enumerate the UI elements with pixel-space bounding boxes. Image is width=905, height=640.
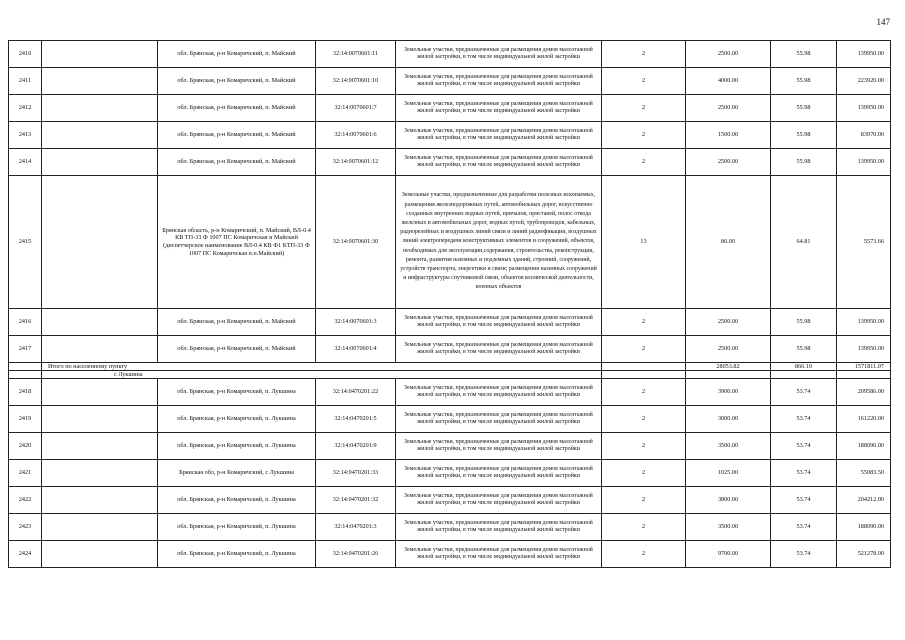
empty-cell <box>837 371 891 379</box>
purpose-cell: Земельные участки, предназначенные для размещения домов малоэтажной жилой застройки, в том числе индивидуальной жилой застройки <box>396 406 602 433</box>
table-row <box>9 68 891 95</box>
area-cell: 2500.00 <box>686 336 771 363</box>
group-cell: 2 <box>602 95 686 122</box>
rate-cell: 53.74 <box>771 514 837 541</box>
table-row <box>9 309 891 336</box>
value-cell: 161220.00 <box>837 406 891 433</box>
table-row <box>9 487 891 514</box>
purpose-cell: Земельные участки, предназначенные для размещения домов малоэтажной жилой застройки, в том числе индивидуальной жилой застройки <box>396 379 602 406</box>
empty-cell <box>42 309 158 336</box>
group-cell: 2 <box>602 541 686 568</box>
empty-cell <box>9 371 42 379</box>
address-cell: обл. Брянская, р-н Комаричский, п. Майский <box>158 41 316 68</box>
purpose-cell: Земельные участки, предназначенные для размещения домов малоэтажной жилой застройки, в том числе индивидуальной жилой застройки <box>396 487 602 514</box>
empty-cell <box>42 122 158 149</box>
table-row <box>9 514 891 541</box>
group-cell: 2 <box>602 149 686 176</box>
empty-cell <box>602 363 686 371</box>
purpose-cell: Земельные участки, предназначенные для размещения домов малоэтажной жилой застройки, в том числе индивидуальной жилой застройки <box>396 68 602 95</box>
purpose-cell: Земельные участки, предназначенные для размещения домов малоэтажной жилой застройки, в том числе индивидуальной жилой застройки <box>396 514 602 541</box>
purpose-cell: Земельные участки, предназначенные для разработки полезных ископаемых, размещения железнодорожных путей, автомобильных дорог, искусственно созданных внутренних водных путей, причалов, пристаней, полос отвода железных и автомобильных дорог, водных путей, трубопроводов, кабельных, радиорелейных и воздушных линий связи и линий радиофикации, воздушных линий электропередачи конструктивных элементов и сооружений, объектов, необходимых для эксплуатации,содержания, строительства, реконструкции, ремонта, развития наземных и подземных зданий, строений, сооружений, устройств транспорта, энергетики и связи; размещения наземных сооружений и инфраструктуры спутниковой связи, объектов космической деятельности, военных объектов <box>396 176 602 309</box>
empty-cell <box>771 371 837 379</box>
empty-cell <box>42 460 158 487</box>
value-cell: 83970.00 <box>837 122 891 149</box>
purpose-cell: Земельные участки, предназначенные для размещения домов малоэтажной жилой застройки, в том числе индивидуальной жилой застройки <box>396 122 602 149</box>
empty-cell <box>42 379 158 406</box>
row-number: 2421 <box>9 460 42 487</box>
rate-cell: 53.74 <box>771 379 837 406</box>
group-cell: 2 <box>602 122 686 149</box>
empty-cell <box>686 371 771 379</box>
empty-cell <box>42 433 158 460</box>
row-number: 2420 <box>9 433 42 460</box>
rate-cell: 55.98 <box>771 149 837 176</box>
row-number: 2416 <box>9 309 42 336</box>
cadastral-number-cell: 32:14:0070601:10 <box>316 68 396 95</box>
group-cell: 2 <box>602 379 686 406</box>
address-cell: обл. Брянская, р-н Комаричский, п. Лукшина <box>158 487 316 514</box>
row-number: 2423 <box>9 514 42 541</box>
rate-cell: 55.98 <box>771 336 837 363</box>
group-cell: 2 <box>602 68 686 95</box>
area-cell: 3900.00 <box>686 379 771 406</box>
table-row <box>9 336 891 363</box>
rate-cell: 64.81 <box>771 176 837 309</box>
rate-cell: 53.74 <box>771 487 837 514</box>
rate-cell: 53.74 <box>771 541 837 568</box>
cadastral-number-cell: 32:14:0070601:3 <box>316 309 396 336</box>
cadastral-number-cell: 32:14:0470201:22 <box>316 379 396 406</box>
cadastral-number-cell: 32:14:0470201:32 <box>316 487 396 514</box>
empty-cell <box>42 41 158 68</box>
total-rate: 866.19 <box>771 363 837 371</box>
empty-cell <box>42 68 158 95</box>
group-cell: 2 <box>602 514 686 541</box>
area-cell: 1025.00 <box>686 460 771 487</box>
rate-cell: 55.98 <box>771 41 837 68</box>
value-cell: 139950.00 <box>837 41 891 68</box>
table-row <box>9 433 891 460</box>
table-row <box>9 122 891 149</box>
group-cell: 13 <box>602 176 686 309</box>
rate-cell: 53.74 <box>771 433 837 460</box>
row-number: 2413 <box>9 122 42 149</box>
area-cell: 3500.00 <box>686 433 771 460</box>
address-cell: обл. Брянская, р-н Комаричский, п. Лукшина <box>158 541 316 568</box>
value-cell: 139950.00 <box>837 336 891 363</box>
row-number: 2411 <box>9 68 42 95</box>
empty-cell <box>42 514 158 541</box>
table-row <box>9 176 891 309</box>
value-cell: 188090.00 <box>837 514 891 541</box>
row-number: 2415 <box>9 176 42 309</box>
rate-cell: 55.98 <box>771 95 837 122</box>
empty-cell <box>42 541 158 568</box>
table-row <box>9 460 891 487</box>
value-cell: 55083.50 <box>837 460 891 487</box>
row-number: 2417 <box>9 336 42 363</box>
empty-cell <box>42 95 158 122</box>
total-value: 1571811.07 <box>837 363 891 371</box>
value-cell: 139950.00 <box>837 149 891 176</box>
address-cell: Брянская область, р-н Комаричский, п. Майский, ВЛ-0.4 КВ ТП-33 Ф 1007 ПС Комаричская и Майский (диспетчерское наименование ВЛ-0.4 КВ Ф1 КТП-33 Ф 1007 ПС Комаричская п.п.Майский) <box>158 176 316 309</box>
empty-cell <box>9 363 42 371</box>
area-cell: 2500.00 <box>686 95 771 122</box>
area-cell: 2500.00 <box>686 149 771 176</box>
total-label: Итого по населенному пункту <box>42 363 602 371</box>
value-cell: 521278.00 <box>837 541 891 568</box>
address-cell: обл. Брянская, р-н Комаричский, п. Майский <box>158 309 316 336</box>
value-cell: 139950.00 <box>837 309 891 336</box>
purpose-cell: Земельные участки, предназначенные для размещения домов малоэтажной жилой застройки, в том числе индивидуальной жилой застройки <box>396 336 602 363</box>
cadastral-number-cell: 32:14:0470201:33 <box>316 460 396 487</box>
cadastral-number-cell: 32:14:0470201:26 <box>316 541 396 568</box>
cadastral-number-cell: 32:14:0470201:5 <box>316 406 396 433</box>
value-cell: 204212.00 <box>837 487 891 514</box>
table-row <box>9 149 891 176</box>
row-number: 2414 <box>9 149 42 176</box>
empty-cell <box>42 149 158 176</box>
empty-cell <box>42 176 158 309</box>
cadastral-number-cell: 32:14:0070601:4 <box>316 336 396 363</box>
table-row <box>9 541 891 568</box>
purpose-cell: Земельные участки, предназначенные для размещения домов малоэтажной жилой застройки, в том числе индивидуальной жилой застройки <box>396 95 602 122</box>
area-cell: 4000.00 <box>686 68 771 95</box>
value-cell: 5573.66 <box>837 176 891 309</box>
group-cell: 2 <box>602 487 686 514</box>
cadastral-number-cell: 32:14:0070601:12 <box>316 149 396 176</box>
empty-cell <box>602 371 686 379</box>
cadastral-number-cell: 32:14:0070601:7 <box>316 95 396 122</box>
table-row <box>9 95 891 122</box>
address-cell: обл. Брянская, р-н Комаричский, п. Майский <box>158 122 316 149</box>
address-cell: обл. Брянская, р-н Комаричский, п. Майский <box>158 149 316 176</box>
address-cell: обл. Брянская, р-н Комаричский, п. Лукшина <box>158 514 316 541</box>
address-cell: обл. Брянская, р-н Комаричский, п. Лукшина <box>158 406 316 433</box>
purpose-cell: Земельные участки, предназначенные для размещения домов малоэтажной жилой застройки, в том числе индивидуальной жилой застройки <box>396 149 602 176</box>
cadastral-number-cell: 32:14:0470201:3 <box>316 514 396 541</box>
row-number: 2424 <box>9 541 42 568</box>
cadastral-number-cell: 32:14:0070601:11 <box>316 41 396 68</box>
locality-name: с Лукшина <box>42 371 602 379</box>
group-cell: 2 <box>602 406 686 433</box>
value-cell: 188090.00 <box>837 433 891 460</box>
purpose-cell: Земельные участки, предназначенные для размещения домов малоэтажной жилой застройки, в том числе индивидуальной жилой застройки <box>396 41 602 68</box>
group-cell: 2 <box>602 309 686 336</box>
area-cell: 1500.00 <box>686 122 771 149</box>
total-area: 28053.82 <box>686 363 771 371</box>
area-cell: 3800.00 <box>686 487 771 514</box>
address-cell: обл. Брянская, р-н Комаричский, п. Майский <box>158 336 316 363</box>
purpose-cell: Земельные участки, предназначенные для размещения домов малоэтажной жилой застройки, в том числе индивидуальной жилой застройки <box>396 460 602 487</box>
area-cell: 2500.00 <box>686 309 771 336</box>
address-cell: обл. Брянская, р-н Комаричский, п. Лукшина <box>158 379 316 406</box>
rate-cell: 55.98 <box>771 68 837 95</box>
address-cell: обл. Брянская, р-н Комаричский, п. Майский <box>158 95 316 122</box>
row-number: 2410 <box>9 41 42 68</box>
table-row <box>9 379 891 406</box>
address-cell: Брянская обл, р-н Комаричский, с Лукшина <box>158 460 316 487</box>
row-number: 2418 <box>9 379 42 406</box>
row-number: 2422 <box>9 487 42 514</box>
row-number: 2419 <box>9 406 42 433</box>
cadastral-value-table <box>8 40 891 568</box>
table-row <box>9 406 891 433</box>
empty-cell <box>42 406 158 433</box>
area-cell: 86.00 <box>686 176 771 309</box>
group-cell: 2 <box>602 336 686 363</box>
rate-cell: 55.98 <box>771 309 837 336</box>
page-number: 147 <box>876 17 890 27</box>
address-cell: обл. Брянская, р-н Комаричский, п. Лукшина <box>158 433 316 460</box>
cadastral-number-cell: 32:14:0070601:6 <box>316 122 396 149</box>
rate-cell: 53.74 <box>771 460 837 487</box>
purpose-cell: Земельные участки, предназначенные для размещения домов малоэтажной жилой застройки, в том числе индивидуальной жилой застройки <box>396 433 602 460</box>
value-cell: 223920.00 <box>837 68 891 95</box>
area-cell: 3000.00 <box>686 406 771 433</box>
area-cell: 2500.00 <box>686 41 771 68</box>
value-cell: 139950.00 <box>837 95 891 122</box>
address-cell: обл. Брянская, р-н Комаричский, п. Майский <box>158 68 316 95</box>
rate-cell: 55.98 <box>771 122 837 149</box>
locality-row <box>9 371 891 379</box>
rate-cell: 53.74 <box>771 406 837 433</box>
group-cell: 2 <box>602 433 686 460</box>
cadastral-number-cell: 32:14:0070601:30 <box>316 176 396 309</box>
area-cell: 9700.00 <box>686 541 771 568</box>
total-row <box>9 363 891 371</box>
purpose-cell: Земельные участки, предназначенные для размещения домов малоэтажной жилой застройки, в том числе индивидуальной жилой застройки <box>396 541 602 568</box>
group-cell: 2 <box>602 41 686 68</box>
purpose-cell: Земельные участки, предназначенные для размещения домов малоэтажной жилой застройки, в том числе индивидуальной жилой застройки <box>396 309 602 336</box>
cadastral-number-cell: 32:14:0470201:9 <box>316 433 396 460</box>
table-body <box>9 41 891 568</box>
empty-cell <box>42 336 158 363</box>
table-row <box>9 41 891 68</box>
empty-cell <box>42 487 158 514</box>
area-cell: 3500.00 <box>686 514 771 541</box>
group-cell: 2 <box>602 460 686 487</box>
value-cell: 209586.00 <box>837 379 891 406</box>
row-number: 2412 <box>9 95 42 122</box>
